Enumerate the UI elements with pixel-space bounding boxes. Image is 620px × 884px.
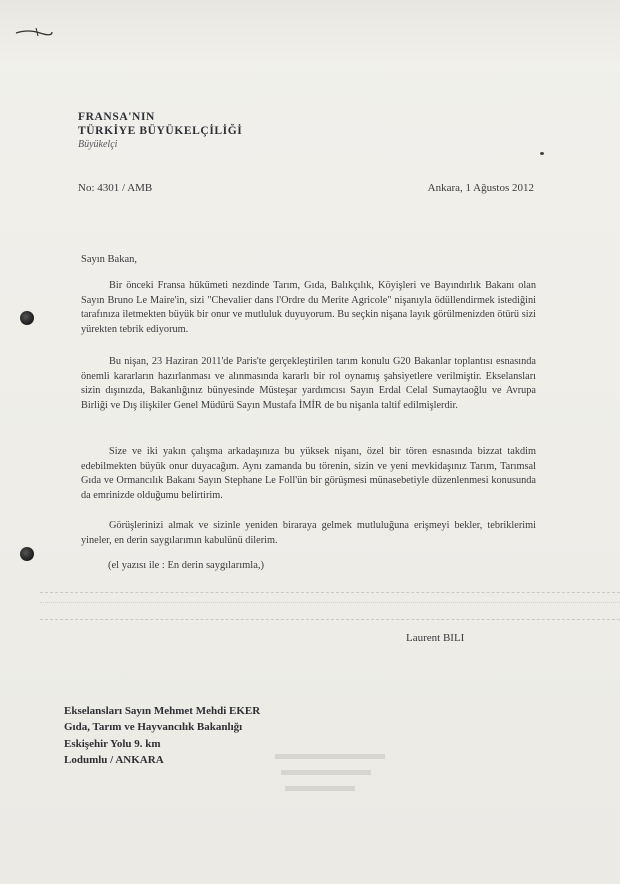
addressee-line: Ekselansları Sayın Mehmet Mehdi EKER — [64, 705, 261, 717]
paper-shading — [0, 0, 620, 60]
punch-hole — [20, 547, 34, 561]
addressee-block — [64, 703, 260, 768]
closing-note: (el yazısı ile : En derin saygılarımla,) — [108, 560, 264, 571]
scan-line — [40, 602, 620, 603]
scan-line — [40, 619, 620, 620]
body-paragraph: Size ve iki yakın çalışma arkadaşınıza bu yüksek nişanı, özel bir tören esnasında bizzat takdim edebilmekten büyük onur duyacağım. Aynı zamanda bu törenin, sizin ve yeni mevkidaşınız Tarım, Tarımsal Gıda ve Ormancılık Bakanı Sayın Stephane Le Foll'ün bir görüşmesi münasebetiyle düzenlenmesi konusunda da emrinizde olduğumu belirtirim. — [81, 446, 536, 501]
scan-line — [40, 592, 620, 593]
addressee-line: Eskişehir Yolu 9. km — [64, 737, 161, 750]
ink-dot — [540, 152, 544, 155]
body-paragraph: Bir önceki Fransa hükümeti nezdinde Tarım, Gıda, Balıkçılık, Köyişleri ve Bayındırlık Bakanı olan Sayın Bruno Le Maire'in, sizi "Chevalier dans l'Ordre du Merite Agricole" nişanıyla ödüllendirmek istediğini tarafınıza iletmekten büyük bir onur ve mutluluk duyuyorum. Bu seçkin nişana layık görülmenizden ötürü sizi yürekten tebrik ediyorum. — [81, 280, 536, 335]
letterhead-title: Büyükelçi — [78, 139, 118, 150]
bleed-through-shadow — [275, 750, 395, 810]
body-paragraph: Görüşlerinizi almak ve sizinle yeniden biraraya gelmek mutluluğuna erişmeyi bekler, tebriklerimi yineler, en derin saygılarımın kabulünü dilerim. — [81, 520, 536, 546]
letterhead-line: FRANSA'NIN — [78, 111, 155, 123]
addressee-line: Lodumlu / ANKARA — [64, 753, 164, 766]
body-paragraph: Bu nişan, 23 Haziran 2011'de Paris'te gerçekleştirilen tarım konulu G20 Bakanlar toplantısı esnasında önemli kararların hazırlanması ve alınmasında kararlı bir rol oynamış şahsiyetlere verilmiştir. Ekselansları sizin dışınızda, Bakanlığınız bünyesinde Müsteşar yardımcısı Sayın Erdal Celal Sumaytaoğlu ve Avrupa Birliği ve Dış ilişkiler Genel Müdürü Sayın Mustafa İMİR de bu nişanla taltif edilmişlerdir. — [81, 356, 536, 411]
letterhead — [78, 110, 242, 151]
salutation: Sayın Bakan, — [81, 254, 137, 265]
letter-date: Ankara, 1 Ağustos 2012 — [427, 182, 534, 194]
signer-name: Laurent BILI — [406, 632, 465, 644]
reference-number: No: 4301 / AMB — [78, 182, 153, 194]
letterhead-line: TÜRKİYE BÜYÜKELÇİLİĞİ — [78, 125, 243, 137]
addressee-line: Gıda, Tarım ve Hayvancılık Bakanlığı — [64, 721, 243, 734]
pen-mark-icon — [14, 24, 54, 40]
punch-hole — [20, 311, 34, 325]
